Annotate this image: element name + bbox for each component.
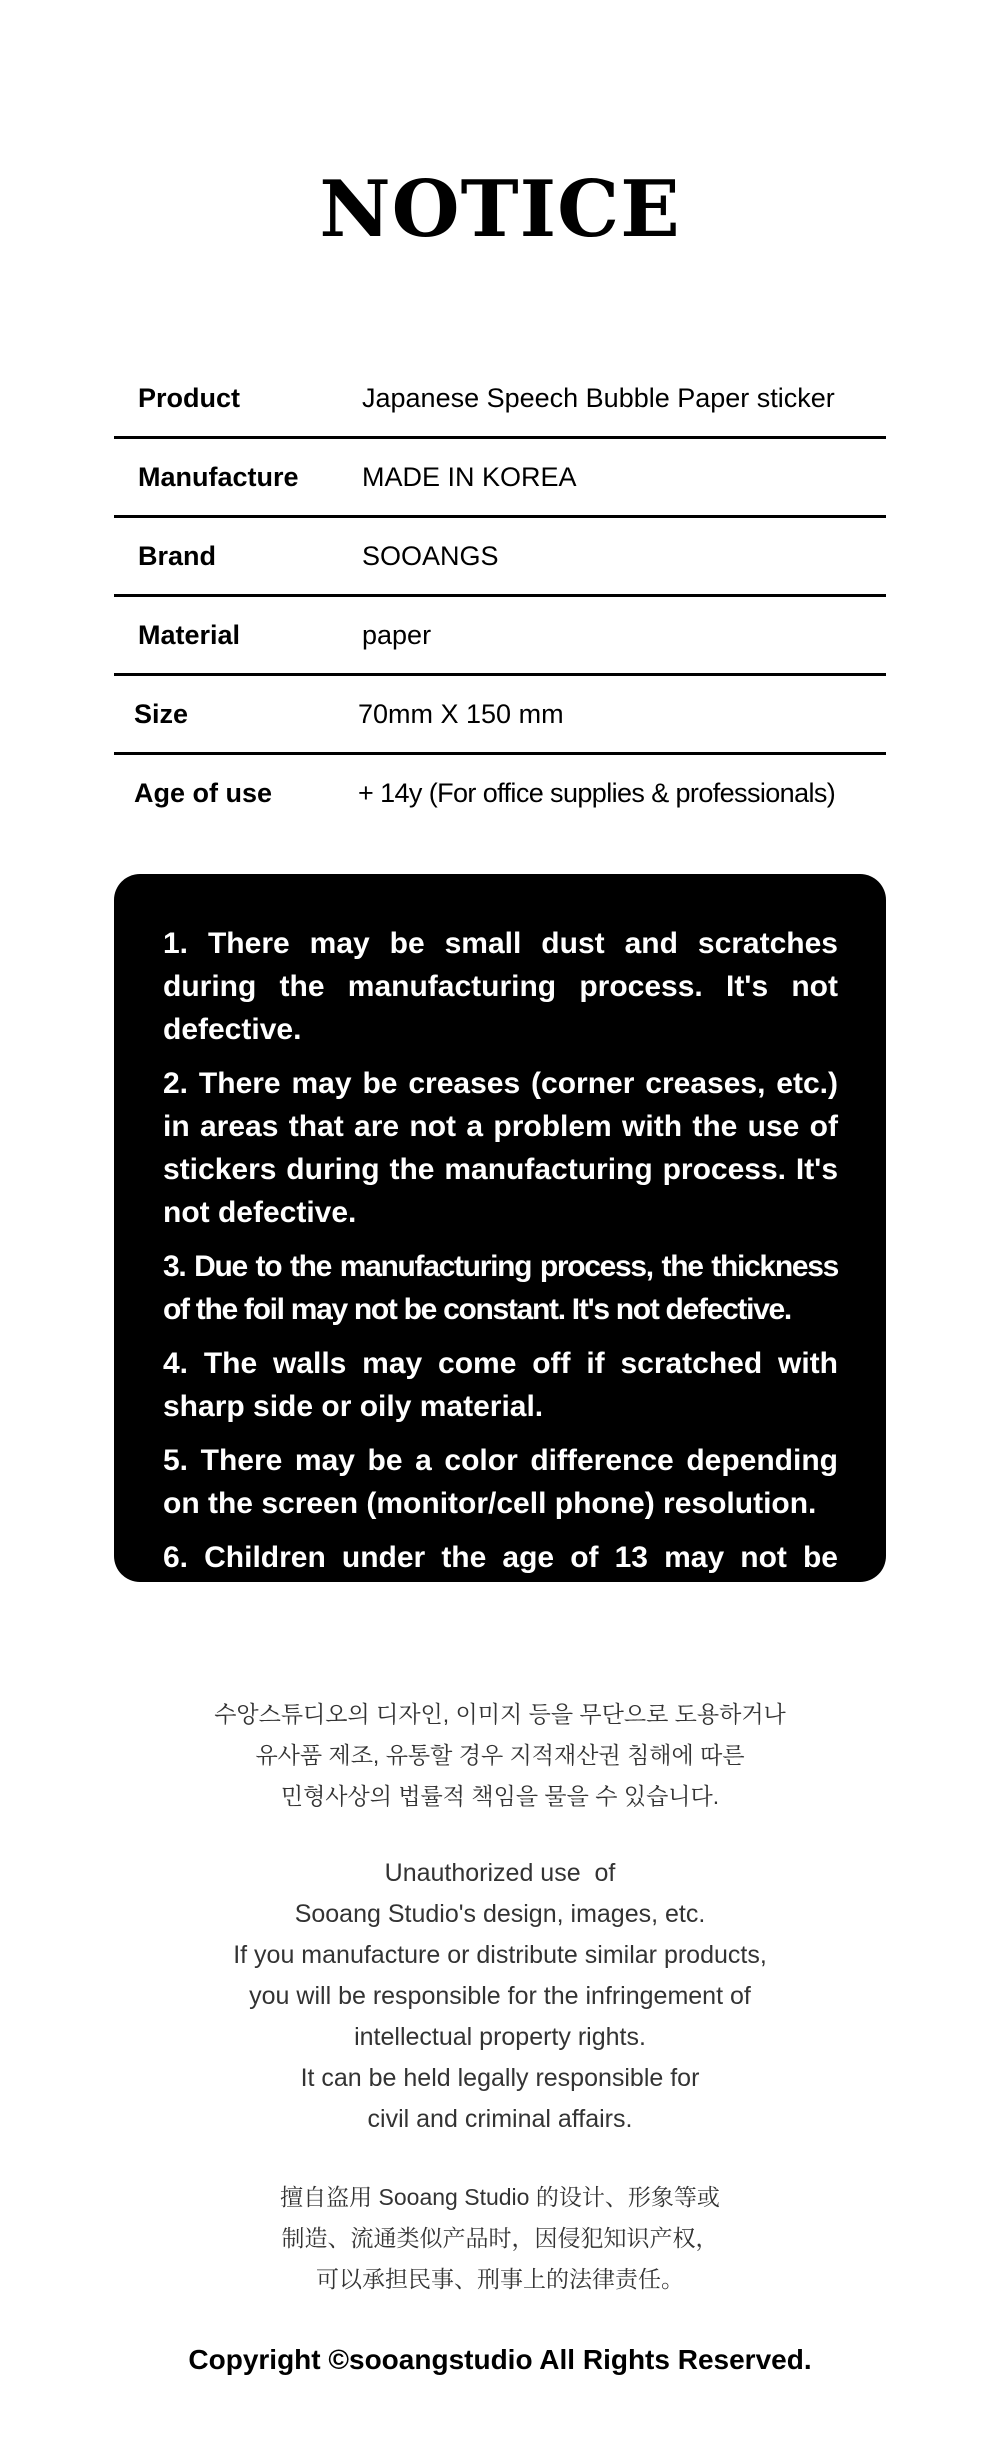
korean-line: 수앙스튜디오의 디자인, 이미지 등을 무단으로 도용하거나 [214,1701,786,1727]
chinese-line: 擅自盗用 Sooang Studio 的设计、形象等或 [280,2184,720,2210]
english-line: Sooang Studio's design, images, etc. [294,1900,706,1928]
korean-line: 민형사상의 법률적 책임을 물을 수 있습니다. [280,1783,720,1809]
english-line: you will be responsible for the infringement of [249,1982,751,2010]
spec-value: 70mm X 150 mm [358,698,564,729]
product-spec-table [114,360,886,831]
copyright-text: Copyright ©sooangstudio All Rights Reserved. [188,2344,812,2375]
spec-row-product [114,360,886,436]
spec-value: SOOANGS [362,540,499,571]
spec-value: + 14y (For office supplies & professionals) [358,777,836,808]
english-line: intellectual property rights. [354,2023,646,2051]
english-line: It can be held legally responsible for [300,2064,700,2092]
spec-row-size [114,673,886,752]
english-copyright-notice [0,1853,1000,2140]
notice-item-5: 5. There may be a color difference depending on the screen (monitor/cell phone) resolution. [163,1444,838,1520]
spec-row-manufacture [114,436,886,515]
spec-label: Age of use [134,777,273,808]
spec-row-brand [114,515,886,594]
notice-item-2: 2. There may be creases (corner creases, etc.) in areas that are not a problem with the use of stickers during the manufacturing process. It's not defective. [163,1067,838,1229]
spec-value: Japanese Speech Bubble Paper sticker [362,382,835,413]
korean-copyright-notice [0,1694,1000,1817]
spec-label: Brand [138,540,217,571]
notice-item-6: 6. Children under the age of 13 may not be used. [163,1541,838,1617]
notice-item-4: 4. The walls may come off if scratched with sharp side or oily material. [163,1347,838,1423]
spec-label: Product [138,382,241,413]
english-line: If you manufacture or distribute similar products, [233,1941,767,1969]
chinese-line: 可以承担民事、刑事上的法律责任。 [316,2266,684,2292]
notice-box [114,874,886,1617]
spec-value: paper [362,619,432,650]
english-line: civil and criminal affairs. [367,2105,633,2133]
korean-line: 유사품 제조, 유통할 경우 지적재산권 침해에 따른 [255,1742,745,1768]
spec-label: Manufacture [138,461,299,492]
spec-value: MADE IN KOREA [362,461,577,492]
notice-item-1: 1. There may be small dust and scratches during the manufacturing process. It's not defective. [163,927,838,1046]
spec-label: Material [138,619,241,650]
spec-label: Size [134,698,189,729]
spec-row-age-of-use [114,752,886,831]
notice-item-3: 3. Due to the manufacturing process, the thickness of the foil may not be constant. It's not defective. [163,1250,838,1326]
english-line: Unauthorized use of [384,1859,616,1887]
spec-row-material [114,594,886,673]
chinese-line: 制造、流通类似产品时，因侵犯知识产权， [281,2225,719,2251]
chinese-copyright-notice [0,2177,1000,2300]
page-title: NOTICE [319,164,681,255]
